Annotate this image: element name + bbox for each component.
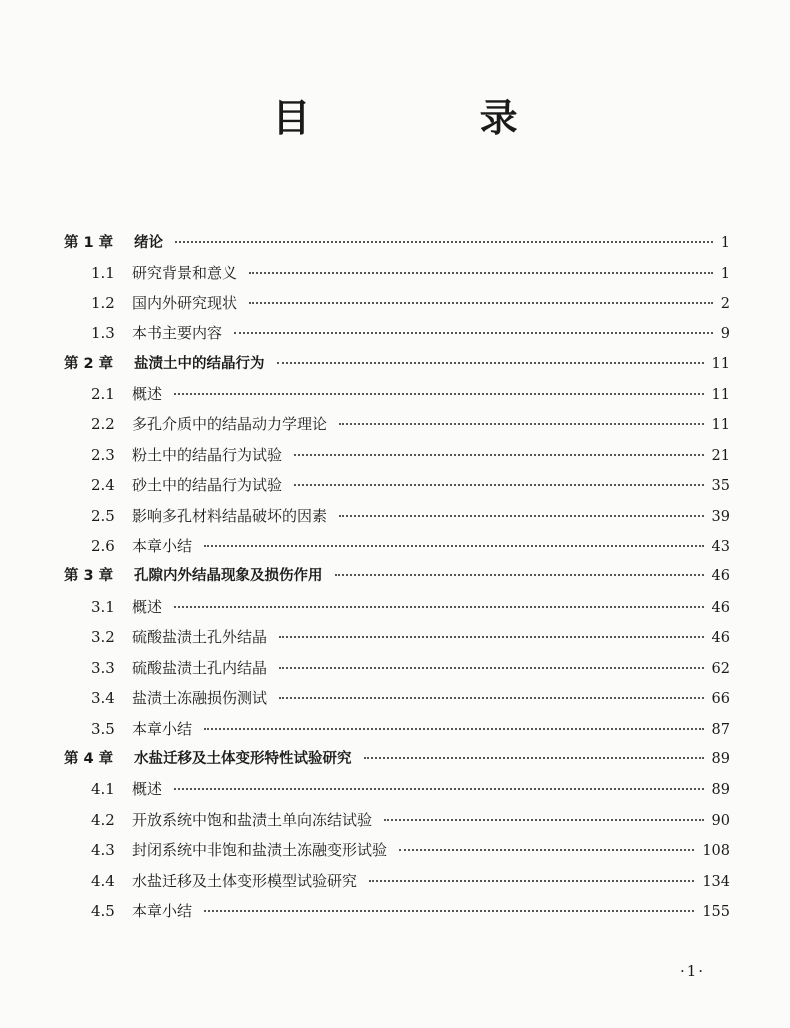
toc-entry-page: 9 — [720, 326, 730, 342]
toc-entry-number: 4.5 — [91, 902, 115, 920]
toc-entry-number: 2.1 — [91, 385, 115, 403]
toc-entry-title: 本章小结 — [132, 537, 193, 555]
toc-entry-number: 第 2 章 — [64, 356, 114, 372]
toc-section-entry — [91, 835, 730, 865]
toc-entry-page: 2 — [720, 296, 730, 312]
toc-entry-page: 108 — [702, 843, 730, 859]
toc-entry-number: 4.3 — [91, 841, 115, 859]
toc-section-entry — [91, 774, 730, 804]
dot-leader — [279, 696, 704, 699]
toc-section-entry — [91, 592, 730, 622]
toc-entry-page: 1 — [720, 266, 730, 282]
toc-entry-title: 本章小结 — [132, 902, 193, 920]
toc-entry-page: 21 — [711, 448, 730, 464]
toc-entry-title: 封闭系统中非饱和盐渍土冻融变形试验 — [132, 841, 388, 859]
dot-leader — [279, 666, 704, 669]
dot-leader — [204, 909, 694, 912]
toc-entry-title: 粉土中的结晶行为试验 — [132, 446, 283, 464]
toc-chapter-entry — [64, 561, 730, 591]
toc-entry-number: 1.1 — [91, 264, 115, 282]
dot-leader — [174, 787, 704, 790]
toc-entry-title: 绪论 — [134, 235, 163, 251]
dot-leader — [369, 879, 694, 882]
dot-leader — [234, 331, 713, 334]
dot-leader — [399, 848, 694, 851]
toc-entry-number: 第 1 章 — [64, 235, 114, 251]
dot-leader — [384, 818, 704, 821]
toc-entry-page: 35 — [711, 478, 730, 494]
toc-entry-number: 3.2 — [91, 628, 115, 646]
dot-leader — [204, 727, 704, 730]
toc-entry-page: 39 — [711, 509, 730, 525]
toc-section-entry — [91, 318, 730, 348]
toc-entry-number: 3.4 — [91, 689, 115, 707]
toc-entry-page: 46 — [711, 568, 730, 584]
toc-entry-title: 本章小结 — [132, 720, 193, 738]
dot-leader — [249, 271, 713, 274]
page-title: 目 录 — [272, 96, 596, 140]
toc-chapter-entry — [64, 228, 730, 258]
toc-entry-page: 43 — [711, 539, 730, 555]
dot-leader — [294, 483, 704, 486]
toc-entry-page: 11 — [711, 417, 730, 433]
toc-section-entry — [91, 379, 730, 409]
toc-entry-title: 硫酸盐渍土孔内结晶 — [132, 659, 268, 677]
toc-chapter-entry — [64, 349, 730, 379]
toc-entry-title: 概述 — [132, 385, 163, 403]
toc-entry-title: 水盐迁移及土体变形模型试验研究 — [132, 872, 358, 890]
toc-section-entry — [91, 683, 730, 713]
toc-entry-page: 62 — [711, 661, 730, 677]
toc-entry-title: 盐渍土冻融损伤测试 — [132, 689, 268, 707]
toc-entry-page: 89 — [711, 751, 730, 767]
toc-section-entry — [91, 501, 730, 531]
toc-section-entry — [91, 714, 730, 744]
toc-entry-title: 盐渍土中的结晶行为 — [134, 356, 265, 372]
toc-entry-number: 1.2 — [91, 294, 115, 312]
toc-entry-number: 第 3 章 — [64, 568, 114, 584]
toc-entry-page: 11 — [711, 356, 730, 372]
toc-entry-number: 第 4 章 — [64, 751, 114, 767]
toc-entry-title: 孔隙内外结晶现象及损伤作用 — [134, 568, 323, 584]
toc-entry-title: 本书主要内容 — [132, 324, 223, 342]
dot-leader — [175, 240, 713, 243]
toc-entry-page: 155 — [702, 904, 730, 920]
dot-leader — [364, 756, 704, 759]
toc-entry-title: 概述 — [132, 598, 163, 616]
toc-section-entry — [91, 866, 730, 896]
toc-entry-number: 2.5 — [91, 507, 115, 525]
toc-entry-page: 134 — [702, 874, 730, 890]
toc-entry-page: 46 — [711, 630, 730, 646]
toc-section-entry — [91, 409, 730, 439]
toc-entry-page: 11 — [711, 387, 730, 403]
toc-section-entry — [91, 622, 730, 652]
page-number: ·1· — [680, 962, 706, 980]
dot-leader — [204, 544, 704, 547]
dot-leader — [277, 361, 704, 364]
toc-entry-page: 66 — [711, 691, 730, 707]
toc-section-entry — [91, 805, 730, 835]
toc-entry-title: 国内外研究现状 — [132, 294, 238, 312]
toc-entry-number: 4.4 — [91, 872, 115, 890]
dot-leader — [339, 422, 704, 425]
toc-entry-number: 1.3 — [91, 324, 115, 342]
toc-entry-number: 2.2 — [91, 415, 115, 433]
toc-entry-page: 46 — [711, 600, 730, 616]
dot-leader — [339, 514, 704, 517]
toc-section-entry — [91, 288, 730, 318]
toc-entry-page: 89 — [711, 782, 730, 798]
toc-section-entry — [91, 531, 730, 561]
toc-section-entry — [91, 440, 730, 470]
toc-section-entry — [91, 258, 730, 288]
dot-leader — [174, 392, 704, 395]
toc-section-entry — [91, 470, 730, 500]
toc-entry-number: 2.6 — [91, 537, 115, 555]
toc-entry-page: 1 — [720, 235, 730, 251]
toc-section-entry — [91, 653, 730, 683]
dot-leader — [174, 605, 704, 608]
toc-entry-page: 90 — [711, 813, 730, 829]
toc-section-entry — [91, 896, 730, 926]
toc-entry-number: 2.3 — [91, 446, 115, 464]
toc-entry-title: 影响多孔材料结晶破坏的因素 — [132, 507, 328, 525]
toc-entry-title: 砂土中的结晶行为试验 — [132, 476, 283, 494]
toc-entry-number: 2.4 — [91, 476, 115, 494]
toc-entry-title: 水盐迁移及土体变形特性试验研究 — [134, 751, 352, 767]
toc-chapter-entry — [64, 744, 730, 774]
toc-entry-number: 4.2 — [91, 811, 115, 829]
toc-entry-number: 3.5 — [91, 720, 115, 738]
toc-entry-title: 概述 — [132, 780, 163, 798]
toc-entry-title: 多孔介质中的结晶动力学理论 — [132, 415, 328, 433]
dot-leader — [294, 453, 704, 456]
toc-entry-number: 3.1 — [91, 598, 115, 616]
dot-leader — [279, 635, 704, 638]
dot-leader — [335, 573, 704, 576]
toc-entry-number: 3.3 — [91, 659, 115, 677]
toc-entry-title: 硫酸盐渍土孔外结晶 — [132, 628, 268, 646]
toc-entry-number: 4.1 — [91, 780, 115, 798]
toc-entry-title: 开放系统中饱和盐渍土单向冻结试验 — [132, 811, 373, 829]
dot-leader — [249, 301, 713, 304]
toc-entry-title: 研究背景和意义 — [132, 264, 238, 282]
toc-entry-page: 87 — [711, 722, 730, 738]
